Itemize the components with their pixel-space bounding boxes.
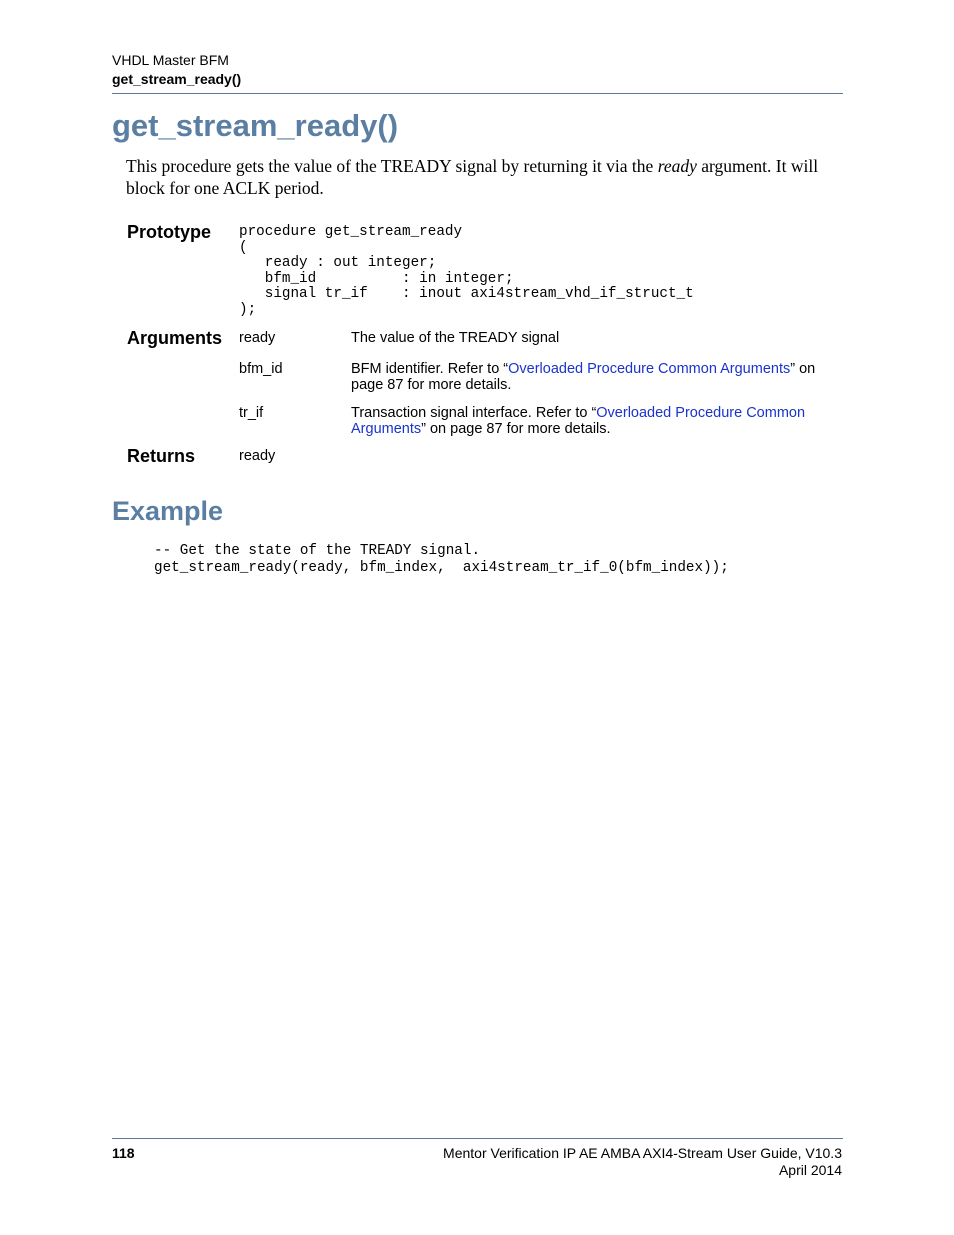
example-heading: Example <box>112 496 224 526</box>
prototype-code: procedure get_stream_ready ( ready : out integer; bfm_id : in integer; signal tr_if : inout axi4stream_vhd_if_struct_t ); <box>239 224 694 318</box>
intro-text-italic: ready <box>657 156 697 176</box>
footer-guide-title: Mentor Verification IP AE AMBA AXI4-Stream User Guide, V10.3 <box>443 1145 842 1161</box>
header-divider <box>112 93 843 94</box>
page-number: 118 <box>112 1145 135 1161</box>
returns-value: ready <box>239 448 276 464</box>
argument-desc-ready: The value of the TREADY signal <box>351 330 560 346</box>
arguments-label: Arguments <box>127 328 223 348</box>
running-header-subsection: get_stream_ready() <box>112 71 242 87</box>
prototype-label: Prototype <box>127 222 212 242</box>
argument-name-bfm-id: bfm_id <box>239 361 283 377</box>
example-code: -- Get the state of the TREADY signal. get_stream_ready(ready, bfm_index, axi4stream_tr_if_0(bfm_index)); <box>154 543 729 576</box>
argument-name-ready: ready <box>239 330 276 346</box>
argument-desc-text: ” on page 87 for more details. <box>421 421 611 437</box>
intro-text-before: This procedure gets the value of the TREADY signal by returning it via the <box>126 156 658 176</box>
intro-text-after: argument. It will block for one ACLK period. <box>126 156 819 198</box>
page-title: get_stream_ready() <box>112 108 399 143</box>
footer-divider <box>112 1138 843 1139</box>
cross-reference-link[interactable]: Overloaded Procedure Common Arguments <box>351 405 806 437</box>
argument-desc-text: BFM identifier. Refer to “ <box>351 361 509 377</box>
argument-name-tr-if: tr_if <box>239 405 264 421</box>
argument-desc-text: ” on page 87 for more details. <box>351 361 816 393</box>
intro-paragraph <box>126 155 842 199</box>
running-header-section: VHDL Master BFM <box>112 52 229 68</box>
cross-reference-link[interactable]: Overloaded Procedure Common Arguments <box>508 361 791 377</box>
returns-label: Returns <box>127 446 196 466</box>
argument-desc-bfm-id <box>351 361 843 393</box>
argument-desc-tr-if <box>351 405 843 437</box>
footer-date: April 2014 <box>778 1162 842 1178</box>
argument-desc-text: Transaction signal interface. Refer to “ <box>351 405 597 421</box>
